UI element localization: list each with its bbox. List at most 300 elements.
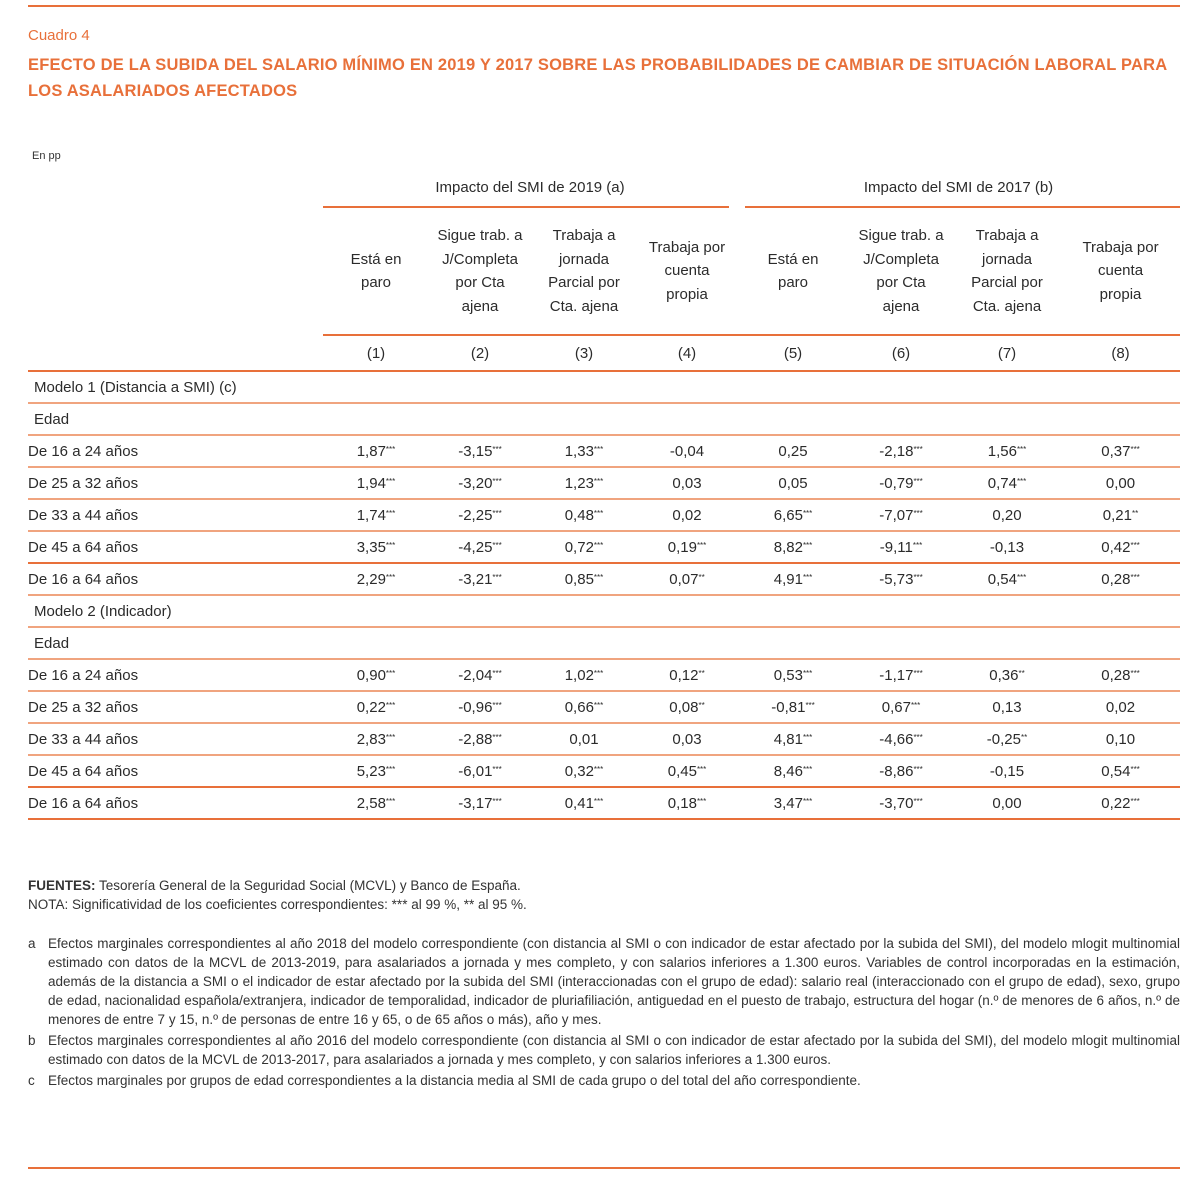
cell-value: -3,17 [458, 794, 493, 812]
cell-value: -4,66 [879, 730, 914, 748]
footnote-a [28, 934, 1180, 1029]
column-header-line: paro [778, 274, 809, 291]
group-header-2017: Impacto del SMI de 2017 (b) [863, 178, 1054, 196]
value-cell [637, 659, 737, 691]
column-header-line: ajena [882, 297, 920, 315]
cell-value: 0,07 [669, 570, 699, 588]
value-cell [849, 755, 953, 787]
value-cell [637, 435, 737, 467]
value-cell [531, 659, 637, 691]
footnote-key: a [28, 936, 36, 951]
sources-line [28, 876, 1180, 895]
value-cell [1061, 691, 1180, 723]
value-cell [1061, 659, 1180, 691]
significance-stars: ** [1021, 732, 1028, 742]
significance-stars: *** [593, 540, 604, 550]
cell-value: -2,88 [458, 730, 493, 748]
significance-stars: *** [593, 668, 604, 678]
significance-stars: ** [698, 668, 705, 678]
significance-stars: *** [696, 796, 707, 806]
column-header-line: Cta. ajena [972, 297, 1042, 315]
column-header-line: Trabaja por [1082, 238, 1159, 256]
cell-value: 0,85 [564, 570, 594, 588]
value-cell [323, 723, 429, 755]
cell-value: 1,74 [356, 506, 386, 524]
row-label: De 16 a 24 años [28, 435, 323, 467]
column-header-line: propia [1099, 285, 1142, 303]
cell-value: 0,67 [881, 698, 911, 716]
significance-stars: *** [385, 764, 396, 774]
significance-stars: *** [492, 540, 502, 550]
cell-value: 0,22 [356, 698, 386, 716]
cell-value: 0,00 [1105, 474, 1136, 492]
cell-value: 0,28 [1101, 570, 1131, 588]
table-row [28, 723, 1180, 755]
significance-stars: *** [802, 764, 813, 774]
value-cell [953, 755, 1061, 787]
value-cell [637, 723, 737, 755]
value-cell [737, 755, 849, 787]
value-cell [637, 531, 737, 563]
cell-value: -0,79 [879, 474, 914, 492]
column-header-line: por Cta [876, 274, 926, 291]
significance-stars: *** [802, 508, 813, 518]
value-cell [849, 787, 953, 819]
value-cell [737, 723, 849, 755]
significance-stars: *** [913, 796, 923, 806]
cell-value: 0,03 [672, 730, 702, 748]
cell-value: -2,25 [458, 506, 493, 524]
cell-value: 8,46 [773, 762, 803, 780]
corner-cell [28, 168, 323, 206]
footnote-text: Efectos marginales correspondientes al año 2016 del modelo correspondiente (con distancia al SMI o con indicador de estar afectado por la subida del SMI), del modelo mlogit multinomial estimado con datos de la MCVL de 2013-2017, para asalariados a jornada y mes completo, y con salarios inferiores a 1.300 euros. [48, 1033, 1180, 1067]
value-cell [849, 563, 953, 595]
cell-value: -0,96 [458, 698, 493, 716]
significance-stars: *** [1016, 444, 1027, 454]
cell-value: 2,83 [356, 730, 386, 748]
column-number-4: (4) [637, 335, 737, 371]
significance-stars: *** [1130, 444, 1140, 454]
value-cell [323, 755, 429, 787]
table-row [28, 499, 1180, 531]
value-cell [953, 435, 1061, 467]
column-header-8 [1061, 208, 1180, 335]
value-cell [737, 531, 849, 563]
value-cell [849, 531, 953, 563]
cell-value: 0,32 [564, 762, 594, 780]
significance-stars: *** [913, 444, 923, 454]
column-number-1: (1) [323, 335, 429, 371]
significance-stars: *** [910, 700, 921, 710]
cell-value: 0,74 [987, 474, 1017, 492]
column-number-6: (6) [849, 335, 953, 371]
value-cell [953, 787, 1061, 819]
value-cell [323, 435, 429, 467]
significance-stars: *** [385, 668, 396, 678]
cell-value: 0,13 [992, 698, 1022, 716]
table-row [28, 659, 1180, 691]
sources-text: Tesorería General de la Seguridad Social (MCVL) y Banco de España. [95, 878, 521, 893]
significance-stars: ** [698, 572, 705, 582]
cell-value: -3,20 [458, 474, 493, 492]
significance-stars: *** [593, 700, 604, 710]
cell-value: -5,73 [879, 570, 914, 588]
column-header-line: J/Completa [863, 250, 939, 268]
significance-stars: *** [593, 444, 604, 454]
table-row [28, 755, 1180, 787]
value-cell [849, 467, 953, 499]
bottom-rule [28, 1167, 1180, 1169]
cell-value: -4,25 [458, 538, 493, 556]
cell-value: 0,05 [778, 474, 808, 492]
significance-stars: ** [1018, 668, 1025, 678]
significance-stars: *** [913, 764, 923, 774]
significance-stars: *** [1130, 764, 1140, 774]
value-cell [637, 563, 737, 595]
column-number-3: (3) [531, 335, 637, 371]
cell-value: 3,35 [356, 538, 386, 556]
cell-value: -2,04 [458, 666, 493, 684]
column-header-line: Trabaja a [552, 227, 616, 244]
significance-stars: *** [593, 764, 604, 774]
column-header-line: jornada [981, 250, 1033, 268]
value-cell [849, 435, 953, 467]
cell-value: 5,23 [356, 762, 386, 780]
significance-stars: *** [913, 508, 923, 518]
column-header-line: Trabaja por [648, 238, 726, 256]
column-header-line: Está en [350, 250, 402, 268]
significance-stars: *** [696, 540, 707, 550]
value-cell [323, 691, 429, 723]
value-cell [849, 723, 953, 755]
value-cell [323, 787, 429, 819]
value-cell [1061, 435, 1180, 467]
value-cell [849, 691, 953, 723]
column-header-line: ajena [461, 297, 499, 315]
cell-value: 0,36 [989, 666, 1019, 684]
cell-value: 0,90 [356, 666, 386, 684]
column-header-line: cuenta [1098, 262, 1144, 280]
column-header-7 [953, 208, 1061, 335]
row-label: De 45 a 64 años [28, 755, 323, 787]
cell-value: -6,01 [458, 762, 493, 780]
value-cell [953, 467, 1061, 499]
significance-stars: *** [696, 764, 707, 774]
cell-value: 3,47 [773, 794, 803, 812]
cell-value: 0,53 [773, 666, 803, 684]
value-cell [429, 723, 531, 755]
column-header-line: Parcial por [971, 274, 1043, 291]
value-cell [737, 563, 849, 595]
value-cell [429, 467, 531, 499]
column-header-line: por Cta [455, 274, 505, 291]
value-cell [849, 499, 953, 531]
value-cell [737, 787, 849, 819]
significance-stars: *** [1130, 668, 1140, 678]
value-cell [429, 531, 531, 563]
value-cell [953, 723, 1061, 755]
column-header-4 [637, 208, 737, 335]
cell-value: 0,54 [1101, 762, 1131, 780]
row-label: De 16 a 64 años [28, 563, 323, 595]
value-cell [1061, 755, 1180, 787]
value-cell [737, 659, 849, 691]
cell-value: -3,21 [458, 570, 493, 588]
value-cell [953, 691, 1061, 723]
cell-value: 0,22 [1101, 794, 1131, 812]
column-number-5: (5) [737, 335, 849, 371]
significance-stars: *** [593, 572, 604, 582]
value-cell [637, 755, 737, 787]
significance-stars: *** [802, 796, 813, 806]
value-cell [323, 499, 429, 531]
significance-stars: *** [593, 796, 604, 806]
column-header-line: cuenta [664, 262, 710, 280]
cell-value: 0,10 [1105, 730, 1136, 748]
significance-stars: *** [385, 572, 396, 582]
value-cell [737, 435, 849, 467]
significance-stars: *** [492, 508, 502, 518]
row-label: De 33 a 44 años [28, 499, 323, 531]
cell-value: 0,02 [672, 506, 702, 524]
significance-stars: *** [913, 668, 923, 678]
value-cell [531, 467, 637, 499]
value-cell [1061, 467, 1180, 499]
value-cell [429, 499, 531, 531]
significance-stars: *** [385, 540, 396, 550]
cell-value: 0,08 [669, 698, 699, 716]
column-header-line: Trabaja a [975, 227, 1039, 244]
table-row [28, 787, 1180, 819]
value-cell [953, 659, 1061, 691]
cell-value: -0,81 [771, 698, 806, 716]
cell-value: 0,21 [1102, 506, 1132, 524]
column-header-line: Parcial por [548, 274, 620, 291]
significance-stars: *** [593, 508, 604, 518]
cell-value: -2,18 [879, 442, 914, 460]
units-label: En pp [32, 150, 61, 162]
column-header-line: J/Completa [442, 250, 518, 268]
cell-value: -0,13 [989, 538, 1025, 556]
cell-value: -0,04 [669, 442, 705, 460]
column-number-8: (8) [1061, 335, 1180, 371]
cell-value: -3,70 [879, 794, 914, 812]
subheader-edad: Edad [28, 403, 1180, 435]
cell-value: 2,58 [356, 794, 386, 812]
significance-stars: *** [805, 700, 815, 710]
footnote-c [28, 1071, 1180, 1090]
value-cell [1061, 531, 1180, 563]
cell-value: 0,54 [987, 570, 1017, 588]
value-cell [531, 723, 637, 755]
data-table [28, 168, 1180, 820]
value-cell [531, 755, 637, 787]
group-header-2019: Impacto del SMI de 2019 (a) [435, 178, 625, 196]
cell-value: 6,65 [773, 506, 803, 524]
column-header-line: Sigue trab. a [858, 227, 944, 244]
value-cell [429, 755, 531, 787]
cell-value: 0,19 [667, 538, 697, 556]
significance-stars: *** [913, 572, 923, 582]
row-label: De 16 a 64 años [28, 787, 323, 819]
significance-stars: *** [1130, 572, 1140, 582]
cell-value: 4,81 [773, 730, 803, 748]
column-header-line: Cta. ajena [549, 297, 619, 315]
significance-stars: *** [1130, 796, 1140, 806]
cell-value: 0,03 [672, 474, 702, 492]
cell-value: 2,29 [356, 570, 386, 588]
cell-value: -1,17 [879, 666, 914, 684]
column-header-line: paro [360, 274, 392, 291]
cell-value: 0,72 [564, 538, 594, 556]
significance-stars: *** [802, 572, 813, 582]
significance-stars: *** [492, 476, 502, 486]
significance-stars: ** [698, 700, 705, 710]
value-cell [637, 691, 737, 723]
column-header-2 [429, 208, 531, 335]
model-header: Modelo 1 (Distancia a SMI) (c) [28, 371, 1180, 403]
value-cell [323, 531, 429, 563]
cell-value: 1,94 [356, 474, 386, 492]
significance-stars: *** [492, 700, 502, 710]
value-cell [323, 659, 429, 691]
significance-stars: *** [492, 444, 502, 454]
significance-stars: *** [802, 668, 813, 678]
cell-value: -9,11 [879, 538, 913, 556]
value-cell [953, 563, 1061, 595]
value-cell [1061, 787, 1180, 819]
significance-stars: *** [1130, 540, 1140, 550]
table-row [28, 467, 1180, 499]
model-header: Modelo 2 (Indicador) [28, 595, 1180, 627]
cell-value: 0,42 [1101, 538, 1131, 556]
table-row [28, 691, 1180, 723]
row-label: De 25 a 32 años [28, 691, 323, 723]
row-label: De 25 a 32 años [28, 467, 323, 499]
cell-value: 0,37 [1101, 442, 1131, 460]
value-cell [323, 563, 429, 595]
significance-stars: *** [385, 444, 396, 454]
table-title: EFECTO DE LA SUBIDA DEL SALARIO MÍNIMO EN 2019 Y 2017 SOBRE LAS PROBABILIDADES DE CAMBIAR DE SITUACIÓN LABORAL PARA LOS ASALARIADOS AFECTADOS [28, 56, 1167, 100]
value-cell [637, 787, 737, 819]
table-row [28, 563, 1180, 595]
significance-stars: *** [385, 732, 396, 742]
significance-stars: *** [913, 476, 923, 486]
subheader-edad: Edad [28, 627, 1180, 659]
sources-prefix: FUENTES: [28, 878, 96, 893]
value-cell [531, 787, 637, 819]
table-label: Cuadro 4 [28, 27, 90, 44]
significance-stars: *** [913, 732, 923, 742]
cell-value: 0,12 [669, 666, 699, 684]
row-label: De 16 a 24 años [28, 659, 323, 691]
significance-stars: *** [492, 796, 502, 806]
cell-value: -7,07 [879, 506, 914, 524]
significance-stars: *** [385, 796, 396, 806]
column-header-line: Sigue trab. a [437, 227, 523, 244]
column-number-2: (2) [429, 335, 531, 371]
cell-value: 0,41 [564, 794, 594, 812]
table-row [28, 435, 1180, 467]
footnote-text: Efectos marginales correspondientes al año 2018 del modelo correspondiente (con distancia al SMI o con indicador de estar afectado por la subida del SMI), del modelo mlogit multinomial estimado con datos de la MCVL de 2013-2019, para asalariados a jornada y mes completo, y con salarios inferiores a 1.300 euros. Variables de control incorporadas en la estimación, además de la distancia a SMI o el indicador de estar afectado por la subida del SMI (interaccionadas con el grupo de edad): salario real (interaccionado con el grupo de edad), sexo, grupo de edad, nacionalidad española/extranjera, indicador de temporalidad, indicador de pluriafiliación, antiguedad en el puesto de trabajo, estructura del hogar (n.º de menores de 6 años, n.º de menores de entre 7 y 15, n.º de personas de entre 16 y 65, o de 65 años o más), año y mes. [48, 936, 1180, 1027]
significance-stars: ** [1132, 508, 1139, 518]
column-header-line: jornada [558, 250, 610, 268]
row-label: De 45 a 64 años [28, 531, 323, 563]
column-header-5 [737, 208, 849, 335]
value-cell [637, 467, 737, 499]
value-cell [637, 499, 737, 531]
cell-value: 1,56 [987, 442, 1017, 460]
value-cell [737, 499, 849, 531]
value-cell [429, 787, 531, 819]
column-header-line: Está en [767, 250, 819, 268]
footnote-key: c [28, 1073, 35, 1088]
cell-value: 4,91 [773, 570, 803, 588]
cell-value: 1,23 [564, 474, 594, 492]
significance-note: NOTA: Significatividad de los coeficientes correspondientes: *** al 99 %, ** al 95 %. [28, 897, 527, 912]
cell-value: 0,02 [1105, 698, 1136, 716]
column-header-1 [323, 208, 429, 335]
cell-value: 0,28 [1101, 666, 1131, 684]
value-cell [737, 691, 849, 723]
significance-stars: *** [802, 732, 813, 742]
cell-value: -8,86 [879, 762, 914, 780]
cell-value: 1,87 [356, 442, 386, 460]
cell-value: 1,02 [564, 666, 594, 684]
row-label: De 33 a 44 años [28, 723, 323, 755]
value-cell [1061, 563, 1180, 595]
significance-stars: *** [492, 572, 502, 582]
significance-stars: *** [385, 476, 396, 486]
value-cell [323, 467, 429, 499]
cell-value: 0,01 [569, 730, 599, 748]
significance-stars: *** [492, 764, 502, 774]
cell-value: -0,15 [989, 762, 1025, 780]
value-cell [531, 499, 637, 531]
value-cell [531, 531, 637, 563]
cell-value: 0,66 [564, 698, 594, 716]
value-cell [737, 467, 849, 499]
value-cell [953, 531, 1061, 563]
cell-value: 0,48 [564, 506, 594, 524]
cell-value: 1,33 [564, 442, 594, 460]
value-cell [849, 659, 953, 691]
cell-value: 0,18 [667, 794, 697, 812]
column-number-7: (7) [953, 335, 1061, 371]
value-cell [429, 563, 531, 595]
footnote-b [28, 1031, 1180, 1069]
cell-value: 0,00 [992, 794, 1022, 812]
notes-block [28, 876, 1180, 1090]
value-cell [531, 691, 637, 723]
cell-value: 0,45 [667, 762, 697, 780]
cell-value: -0,25 [986, 730, 1021, 748]
cell-value: 0,20 [992, 506, 1022, 524]
significance-stars: *** [492, 732, 502, 742]
column-header-6 [849, 208, 953, 335]
significance-stars: *** [912, 540, 923, 550]
column-header-3 [531, 208, 637, 335]
significance-stars: *** [385, 700, 396, 710]
significance-stars: *** [1016, 572, 1027, 582]
value-cell [531, 435, 637, 467]
value-cell [429, 659, 531, 691]
cell-value: 0,25 [778, 442, 808, 460]
top-rule [28, 5, 1180, 7]
significance-stars: *** [492, 668, 502, 678]
significance-stars: *** [593, 476, 604, 486]
footnote-key: b [28, 1033, 36, 1048]
